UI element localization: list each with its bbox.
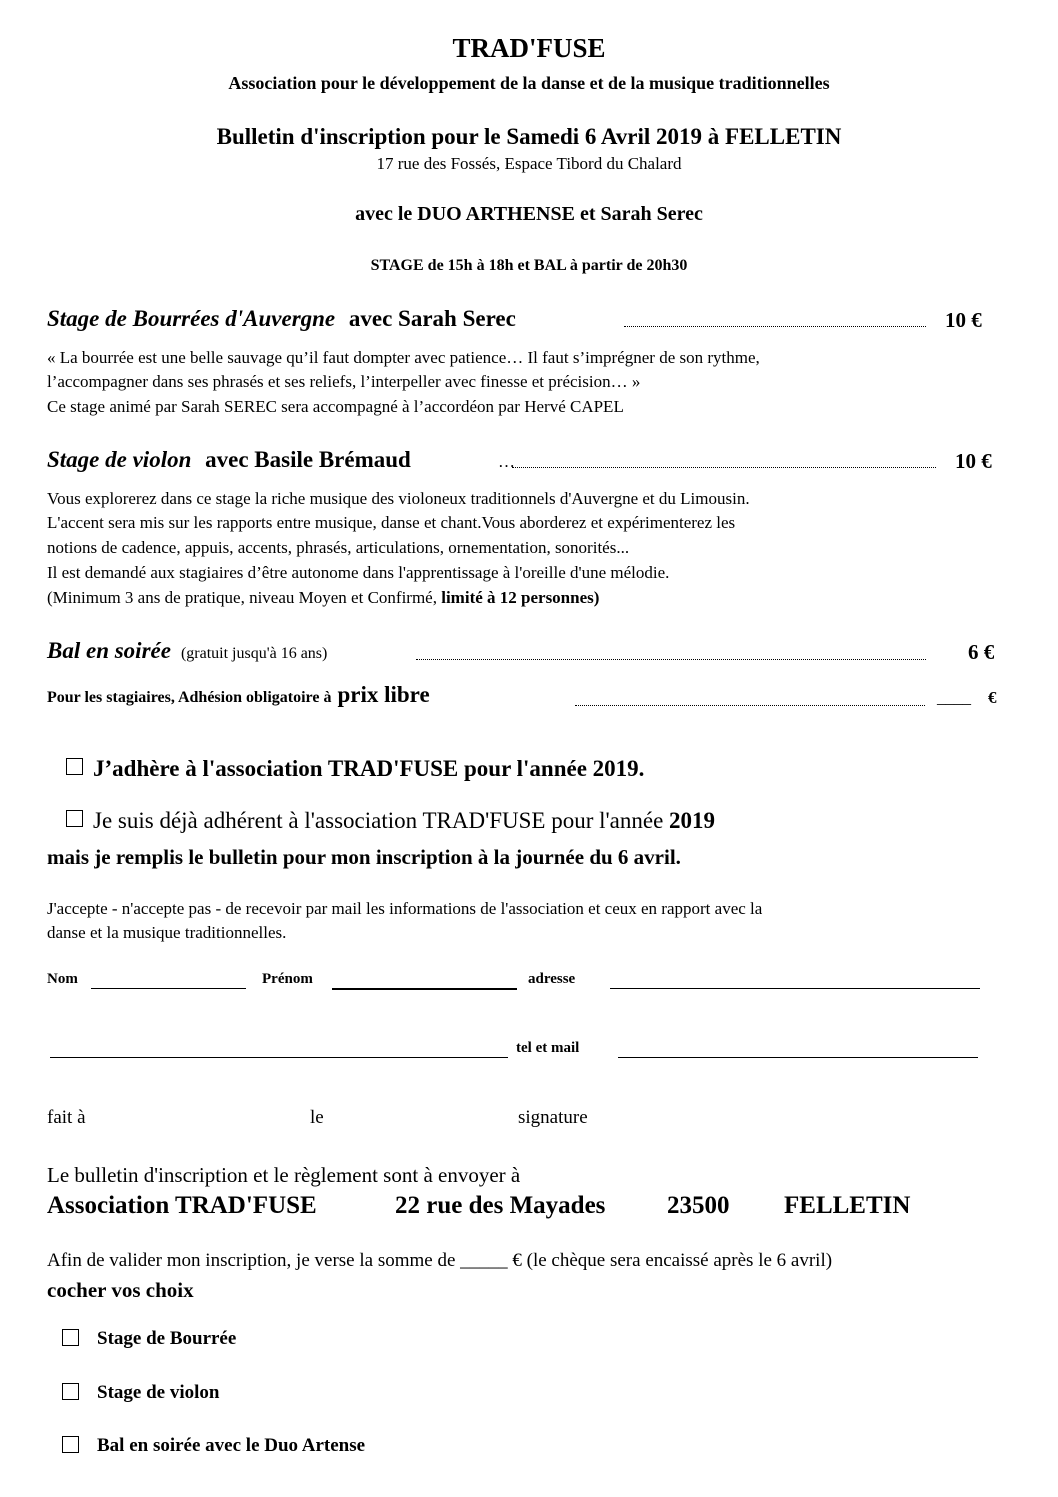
stage-violon-note	[47, 586, 599, 611]
stage-violon-line-3: notions de cadence, appuis, accents, phrasés, articulations, ornementation, sonorités...	[47, 538, 630, 557]
option-already-member-continuation: mais je remplis le bulletin pour mon inscription à la journée du 6 avril.	[47, 845, 681, 869]
bulletin-title: Bulletin d'inscription pour le Samedi 6 Avril 2019 à FELLETIN	[216, 124, 842, 149]
leader-dots	[575, 705, 925, 706]
adhesion-amount-blank[interactable]: ____	[937, 688, 971, 707]
send-zip: 23500	[667, 1192, 730, 1219]
event-guests: avec le DUO ARTHENSE et Sarah Serec	[355, 203, 703, 225]
payment-line	[47, 1250, 832, 1272]
page-title: TRAD'FUSE	[452, 33, 606, 63]
consent-line-2: danse et la musique traditionnelles.	[47, 923, 287, 942]
checkbox-already-member[interactable]	[66, 810, 83, 827]
stage-bourree-heading	[47, 306, 516, 332]
choices-title: cocher vos choix	[47, 1278, 194, 1302]
send-street: 22 rue des Mayades	[395, 1192, 606, 1219]
payment-text-end: € (le chèque sera encaissé après le 6 avril)	[507, 1250, 833, 1271]
bal-note: (gratuit jusqu'à 16 ans)	[180, 645, 328, 662]
stage-violon-line-1: Vous explorerez dans ce stage la riche musique des violoneux traditionnels d'Auvergne et du Limousin.	[47, 489, 750, 508]
adhesion-currency: €	[988, 688, 997, 707]
stage-violon-title: Stage de violon	[47, 447, 192, 472]
stage-violon-price: 10 €	[955, 449, 992, 473]
stage-bourree-line-1: « La bourrée est une belle sauvage qu’il faut dompter avec patience… Il faut s’imprégner de son rythme,	[47, 348, 760, 367]
adhesion-label: Pour les stagiaires, Adhésion obligatoire à	[47, 689, 332, 706]
bal-price: 6 €	[968, 640, 995, 664]
stage-violon-heading	[47, 447, 411, 473]
stage-bourree-teacher: avec Sarah Serec	[348, 306, 516, 331]
checkbox-adhere[interactable]	[66, 758, 83, 775]
stage-violon-line-2: L'accent sera mis sur les rapports entre musique, danse et chant.Vous aborderez et expérimenterez les	[47, 513, 736, 532]
date-label: le	[310, 1107, 324, 1128]
nom-field[interactable]	[91, 988, 246, 989]
fait-a-label: fait à	[47, 1107, 86, 1128]
consent-line-1: J'accepte - n'accepte pas - de recevoir par mail les informations de l'association et ceux en rapport avec la	[47, 899, 763, 918]
bal-heading	[47, 638, 327, 664]
stage-bourree-line-3: Ce stage animé par Sarah SEREC sera accompagné à l’accordéon par Hervé CAPEL	[47, 397, 624, 416]
checkbox-choice-violon[interactable]	[62, 1383, 79, 1400]
send-instructions: Le bulletin d'inscription et le règlement sont à envoyer à	[47, 1163, 521, 1187]
association-subtitle: Association pour le développement de la danse et de la musique traditionnelles	[228, 73, 830, 93]
adhesion-heading	[47, 682, 430, 708]
adresse-field-line-2[interactable]	[50, 1057, 508, 1058]
leader-dots	[512, 467, 936, 468]
option-already-member-text: Je suis déjà adhérent à l'association TRAD'FUSE pour l'année	[93, 808, 670, 833]
adresse-label: adresse	[528, 971, 576, 987]
choice-violon-label: Stage de violon	[97, 1382, 220, 1403]
adresse-field[interactable]	[610, 988, 980, 989]
event-schedule: STAGE de 15h à 18h et BAL à partir de 20h30	[370, 257, 688, 274]
payment-amount-blank[interactable]: _____	[460, 1250, 508, 1271]
event-address: 17 rue des Fossés, Espace Tibord du Chalard	[376, 154, 682, 173]
checkbox-choice-bal[interactable]	[62, 1436, 79, 1453]
leader-dots	[416, 659, 926, 660]
choice-bal-label: Bal en soirée avec le Duo Artense	[97, 1435, 366, 1456]
tel-mail-label: tel et mail	[516, 1040, 580, 1056]
stage-bourree-title: Stage de Bourrées d'Auvergne	[47, 306, 336, 331]
option-already-member-year: 2019	[669, 808, 716, 833]
prenom-field[interactable]	[332, 988, 517, 990]
leader-dots	[624, 326, 926, 327]
stage-violon-note-start: (Minimum 3 ans de pratique, niveau Moyen et Confirmé,	[47, 588, 442, 607]
nom-label: Nom	[47, 971, 78, 987]
choice-bourree-label: Stage de Bourrée	[97, 1328, 237, 1349]
checkbox-choice-bourree[interactable]	[62, 1329, 79, 1346]
stage-violon-teacher: avec Basile Brémaud	[205, 447, 411, 472]
send-association: Association TRAD'FUSE	[47, 1192, 317, 1219]
signature-label: signature	[518, 1107, 588, 1128]
send-city: FELLETIN	[784, 1192, 911, 1219]
option-already-member-label	[93, 808, 715, 834]
adhesion-price-free: prix libre	[337, 682, 430, 707]
stage-bourree-price: 10 €	[945, 308, 982, 332]
stage-violon-note-limit: limité à 12 personnes)	[441, 588, 600, 607]
tel-mail-field[interactable]	[618, 1057, 978, 1058]
stage-violon-lead: …	[498, 452, 515, 471]
option-adhere-label: J’adhère à l'association TRAD'FUSE pour l'année 2019.	[93, 756, 645, 781]
payment-text-start: Afin de valider mon inscription, je verse la somme de	[47, 1250, 461, 1271]
bal-title: Bal en soirée	[47, 638, 171, 663]
stage-violon-line-4: Il est demandé aux stagiaires d’être autonome dans l'apprentissage à l'oreille d'une mélodie.	[47, 563, 670, 582]
stage-bourree-line-2: l’accompagner dans ses phrasés et ses reliefs, l’interpeller avec finesse et précision… »	[47, 372, 641, 391]
prenom-label: Prénom	[262, 971, 313, 987]
